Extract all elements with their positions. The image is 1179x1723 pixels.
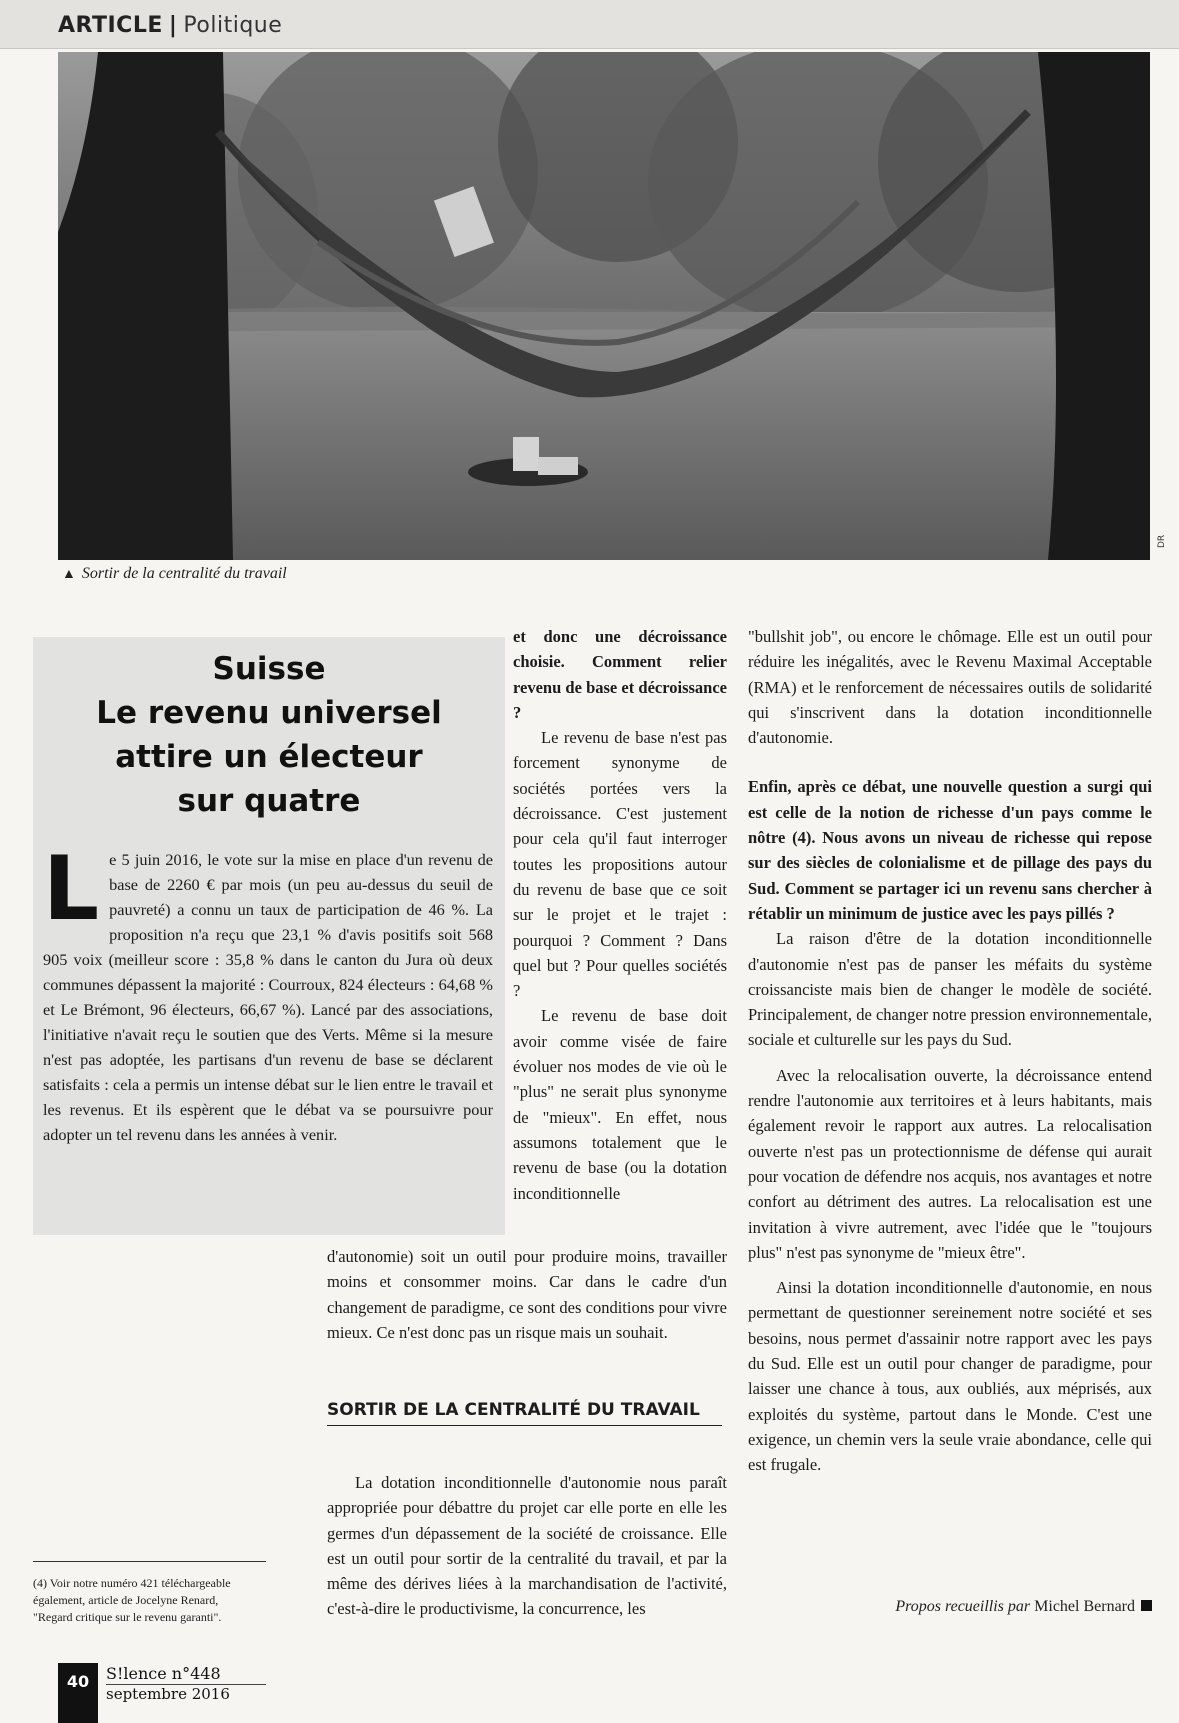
signature-prefix: Propos recueillis par — [895, 1598, 1031, 1615]
paragraph: Le revenu de base n'est pas forcement synonyme de sociétés portées vers la décroissance. C'est justement pour cela qu'il faut interroger toutes les propositions autour du revenu de base que ce soit sur le projet et le trajet : pourquoi ? Comment ? Dans quel but ? Pour quelles sociétés ? — [513, 728, 727, 1001]
hammock-photo — [58, 52, 1150, 560]
summary-box — [33, 637, 505, 1235]
up-arrow-icon: ▲ — [62, 567, 76, 582]
bold-question: et donc une décroissance choisie. Comment relier revenu de base et décroissance ? — [513, 627, 727, 722]
section-name: Politique — [183, 13, 283, 38]
paragraph: "bullshit job", ou encore le chômage. Elle est un outil pour réduire les inégalités, avec le Revenu Maximal Acceptable (RMA) et le renforcement de nécessaires outils de solidarité qui s'inscrivent dans la dotation inconditionnelle d'autonomie. — [748, 627, 1152, 748]
end-mark-icon — [1141, 1600, 1152, 1611]
photo-credit: DR — [1157, 534, 1167, 548]
drop-cap: L — [43, 837, 100, 940]
box-title-line: Suisse — [212, 651, 326, 687]
paragraph: La raison d'être de la dotation inconditionnelle d'autonomie n'est pas de panser les méfaits du système croissanciste mais bien de changer le modèle de société. Principalement, de changer notre pression environnementale, sociale et culturelle sur les pays du Sud. — [748, 929, 1152, 1050]
section-heading: SORTIR DE LA CENTRALITÉ DU TRAVAIL — [327, 1398, 722, 1426]
box-body-text: e 5 juin 2016, le vote sur la mise en place d'un revenu de base de 2260 € par mois (un peu au-dessus du seuil de pauvreté) a connu un taux de participation de 46 %. La proposition n'a reçu que 23,1 % d'avis positifs soit 568 905 voix (meilleur score : 35,8 % dans le canton du Jura où deux communes dépassent la majorité : Courroux, 824 électeurs : 64,68 % et Le Brémont, 96 électeurs, 66,67 %). Lancé par des associations, l'initiative n'avait reçu le soutien que des Verts. Même si la mesure n'est pas adoptée, les partisans d'un revenu de base se déclarent satisfaits : cela a permis un intense débat sur le lien entre le travail et les revenus. Et ils espèrent que le débat va se poursuivre pour adopter un tel revenu dans les années à venir. — [43, 850, 493, 1144]
column-2-top — [513, 624, 727, 1206]
footnote-rule — [33, 1561, 266, 1562]
page-footer — [58, 1663, 288, 1723]
bold-paragraph: Enfin, après ce débat, une nouvelle question a surgi qui est celle de la notion de richesse d'un pays comme le nôtre (4). Nous avons un niveau de richesse qui repose sur des siècles de colonialisme et de pillage des pays du Sud. Comment se partager ici un revenu sans chercher à rétablir un minimum de justice avec les pays pillés ? — [748, 777, 1152, 923]
box-title — [33, 647, 505, 823]
category-label: ARTICLE — [58, 13, 163, 38]
box-title-line: sur quatre — [177, 783, 361, 819]
paragraph: Le revenu de base doit avoir comme visée de faire évoluer nos modes de vie où le "plus" ne serait plus synonyme de "mieux". En effet, nous assumons totalement que le revenu de base (ou la dotation inconditionnelle — [513, 1006, 727, 1203]
section-label: ARTICLE | Politique — [58, 13, 283, 38]
page-header — [0, 0, 1179, 49]
author-name: Michel Bernard — [1034, 1598, 1135, 1615]
photo-caption — [62, 565, 287, 583]
publication-date: septembre 2016 — [106, 1685, 230, 1703]
footer-rule — [106, 1684, 266, 1685]
paragraph: Ainsi la dotation inconditionnelle d'autonomie, en nous permettant de questionner sereinement notre société et ses besoins, nous permet d'assainir notre rapport avec les pays du Sud. Elle est un outil pour changer de paradigme, pour laisser une chance à tous, aux oubliés, aux méprisés, aux exploités du système, partout dans le Monde. C'est une exigence, un chemin vers la seule vraie abondance, celle qui est frugale. — [748, 1278, 1152, 1475]
box-body — [43, 837, 493, 1147]
paragraph: d'autonomie) soit un outil pour produire moins, travailler moins et consommer moins. Car dans le cadre d'un changement de paradigme, ce sont des conditions pour vivre mieux. Ce n'est donc pas un risque mais un souhait. — [327, 1247, 727, 1342]
paragraph: La dotation inconditionnelle d'autonomie nous paraît appropriée pour débattre du projet car elle porte en elle les germes d'un dépassement de la société de croissance. Elle est un outil pour sortir de la centralité du travail, et par la même des dérives liées à la marchandisation de l'activité, c'est-à-dire le productivisme, la concurrence, les — [327, 1473, 727, 1619]
column-2-wide — [327, 1244, 727, 1345]
box-title-line: attire un électeur — [115, 739, 423, 775]
column-3 — [748, 624, 1152, 1478]
signature — [870, 1598, 1152, 1616]
box-title-line: Le revenu universel — [96, 695, 442, 731]
footnote: (4) Voir notre numéro 421 téléchargeable également, article de Jocelyne Renard, "Regard critique sur le revenu garanti". — [33, 1576, 231, 1624]
caption-text: Sortir de la centralité du travail — [81, 565, 287, 582]
page-number: 40 — [58, 1663, 98, 1723]
publication-name: S!lence n°448 — [106, 1664, 221, 1683]
column-2-bottom — [327, 1470, 727, 1622]
paragraph: Avec la relocalisation ouverte, la décroissance entend rendre l'autonomie aux territoires et à leurs habitants, mais également revoir le rapport aux autres. La relocalisation ouverte n'est pas un protectionnisme de défense qui aurait pour vocation de défendre nos acquis, nos avantages et notre confort au détriment des autres. La relocalisation est une invitation à vivre autrement, avec l'idée que le "toujours plus" n'est pas synonyme de "mieux être". — [748, 1065, 1152, 1262]
